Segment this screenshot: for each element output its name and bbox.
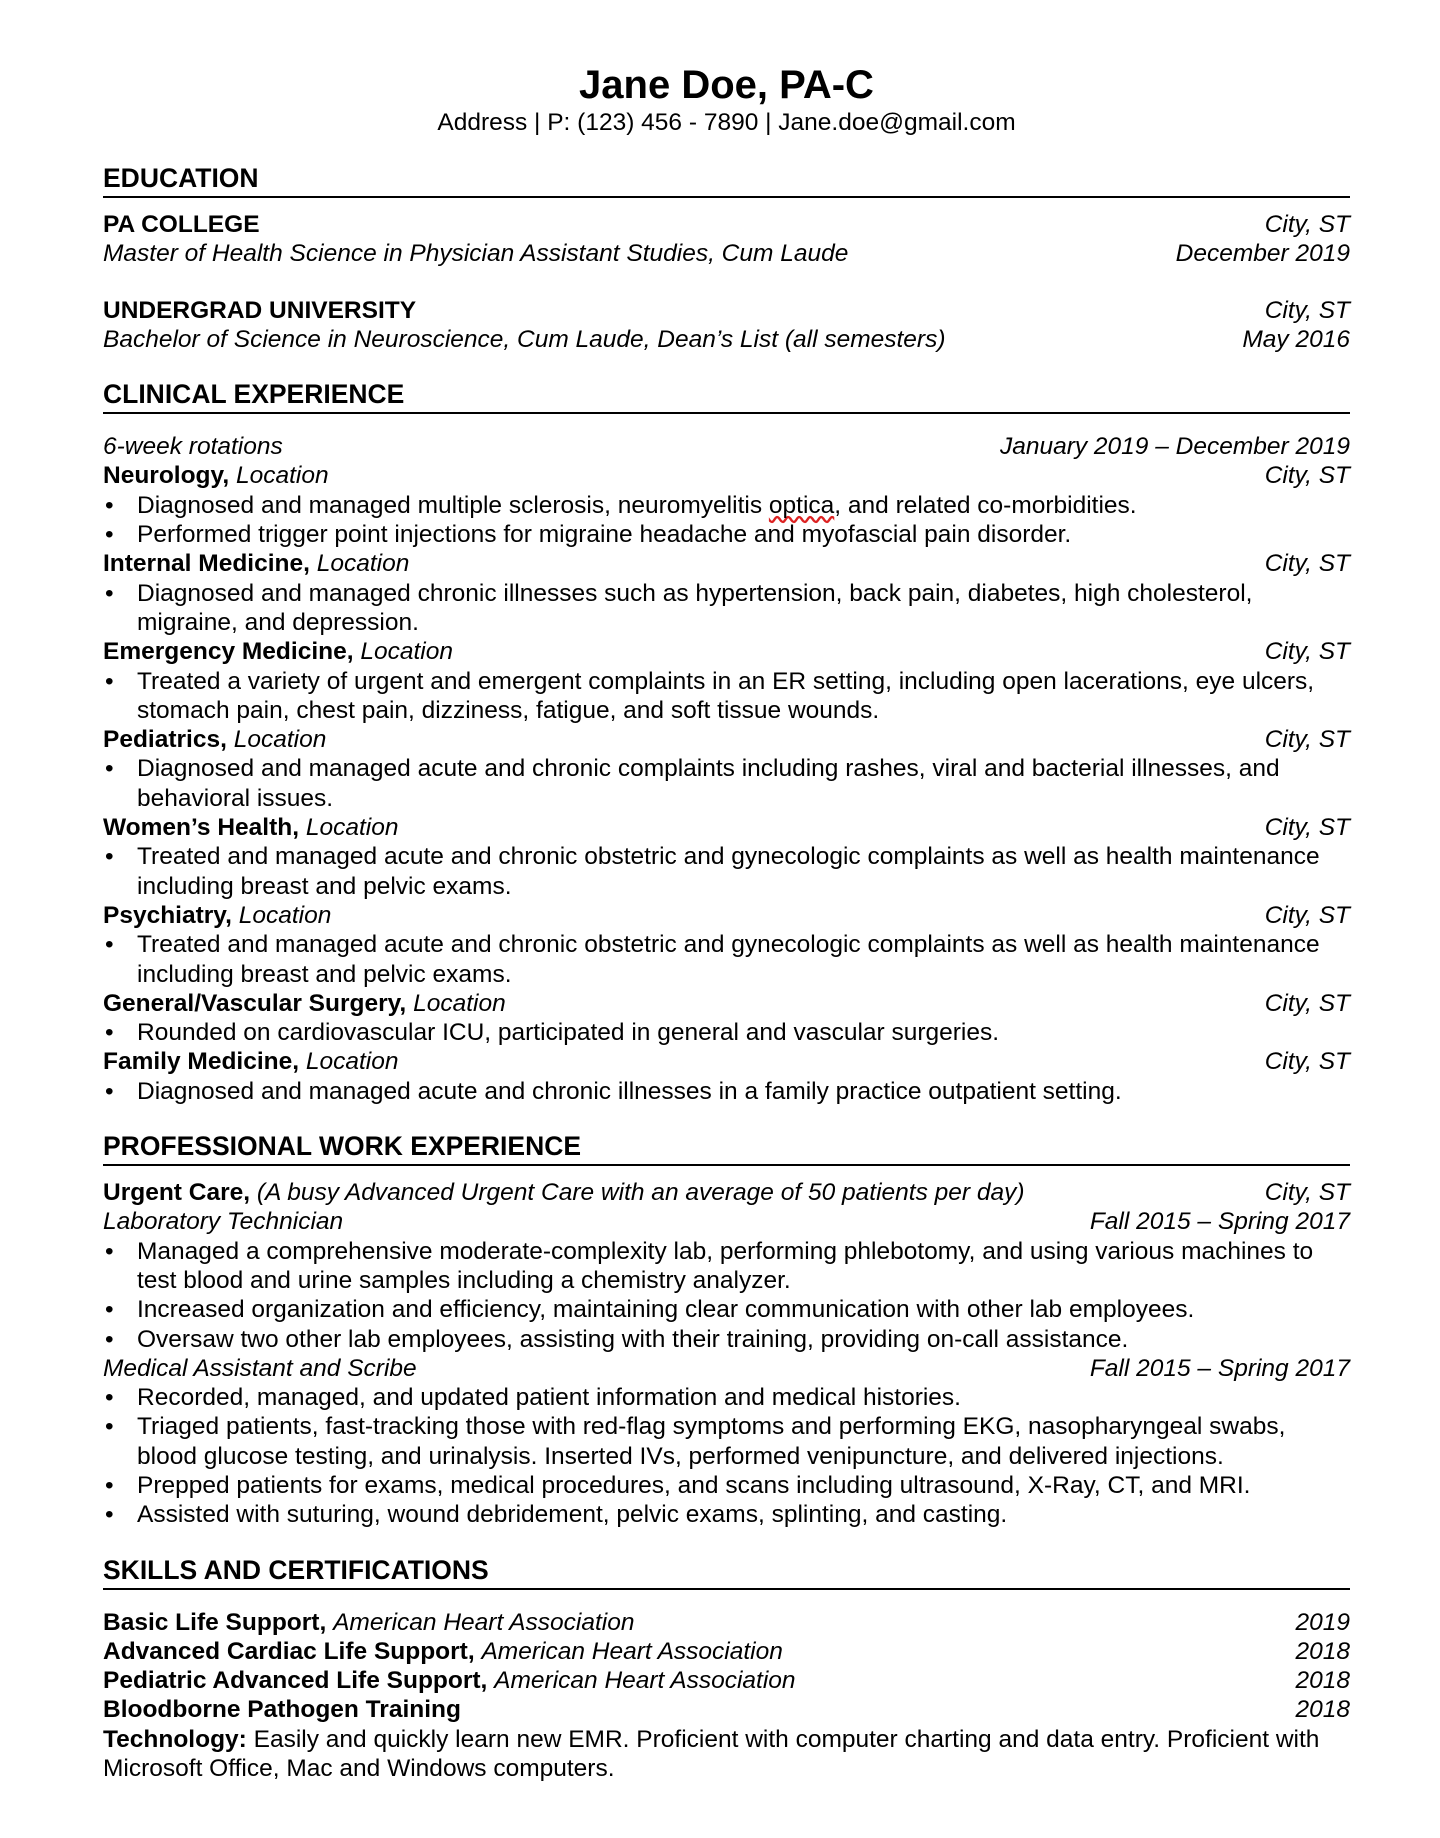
school-degree: Master of Health Science in Physician Assistant Studies, Cum Laude bbox=[103, 240, 849, 268]
cert-org: American Heart Association bbox=[333, 1608, 635, 1636]
rotation-name: Neurology, bbox=[103, 462, 230, 490]
education-section bbox=[103, 162, 1350, 354]
school-date: December 2019 bbox=[1175, 240, 1350, 268]
rotation-city: City, ST bbox=[1264, 726, 1350, 754]
rotation-bullet: • Diagnosed and managed acute and chronic illnesses in a family practice outpatient setting. bbox=[103, 1077, 1350, 1106]
school-degree: Bachelor of Science in Neuroscience, Cum Laude, Dean’s List (all semesters) bbox=[103, 325, 946, 353]
cert-name: Bloodborne Pathogen Training bbox=[103, 1696, 461, 1724]
rotation-intro: 6-week rotations bbox=[103, 433, 283, 461]
rotation-bullet: • Performed trigger point injections for migraine headache and myofascial pain disorder. bbox=[103, 520, 1350, 549]
job-title: Medical Assistant and Scribe bbox=[103, 1354, 417, 1382]
cert-year: 2018 bbox=[1295, 1696, 1350, 1724]
rotation-city: City, ST bbox=[1264, 462, 1350, 490]
employer-description: (A busy Advanced Urgent Care with an average of 50 patients per day) bbox=[256, 1179, 1025, 1207]
job-bullet: • Triaged patients, fast-tracking those with red-flag symptoms and performing EKG, nasopharyngeal swabs, blood glucose testing, and urinalysis. Inserted IVs, performed venipuncture, and delivered injections. bbox=[103, 1412, 1350, 1471]
rotation-name: Pediatrics, bbox=[103, 726, 227, 754]
rotation-location: Location bbox=[316, 550, 410, 578]
rotation-bullet: • Diagnosed and managed chronic illnesses such as hypertension, back pain, diabetes, high cholesterol, migraine, and depression. bbox=[103, 579, 1350, 638]
school-location: City, ST bbox=[1264, 211, 1350, 238]
skills-section bbox=[103, 1554, 1350, 1784]
rotation-location: Location bbox=[235, 462, 329, 490]
technology-text: Easily and quickly learn new EMR. Proficient with computer charting and data entry. Proficient with Microsoft Office, Mac and Windows computers. bbox=[103, 1725, 1320, 1783]
school-location: City, ST bbox=[1264, 296, 1350, 324]
cert-name: Basic Life Support, bbox=[103, 1608, 327, 1636]
resume-page bbox=[103, 62, 1350, 1783]
section-heading: SKILLS AND CERTIFICATIONS bbox=[103, 1554, 1350, 1590]
rotation-bullet: • Diagnosed and managed multiple sclerosis, neuromyelitis optica, and related co-morbidities. bbox=[103, 491, 1350, 520]
rotation-bullet: • Rounded on cardiovascular ICU, participated in general and vascular surgeries. bbox=[103, 1018, 1350, 1047]
work-section bbox=[103, 1130, 1350, 1530]
cert-org: American Heart Association bbox=[481, 1637, 783, 1665]
rotation-location: Location bbox=[413, 989, 506, 1017]
cert-year: 2018 bbox=[1295, 1667, 1350, 1695]
rotation-city: City, ST bbox=[1264, 1048, 1350, 1076]
rotation-location: Location bbox=[360, 638, 453, 666]
job-bullet: • Oversaw two other lab employees, assisting with their training, providing on-call assistance. bbox=[103, 1325, 1350, 1354]
job-title: Laboratory Technician bbox=[103, 1208, 344, 1236]
cert-year: 2019 bbox=[1295, 1608, 1350, 1636]
rotation-city: City, ST bbox=[1264, 901, 1350, 929]
cert-name: Advanced Cardiac Life Support, bbox=[103, 1637, 475, 1665]
section-heading: PROFESSIONAL WORK EXPERIENCE bbox=[103, 1130, 1350, 1166]
section-heading: EDUCATION bbox=[103, 162, 1350, 198]
rotation-name: Emergency Medicine, bbox=[103, 638, 354, 666]
rotation-name: Psychiatry, bbox=[103, 901, 232, 929]
job-date: Fall 2015 – Spring 2017 bbox=[1089, 1354, 1350, 1382]
rotation-name: Women’s Health, bbox=[103, 814, 300, 842]
rotation-city: City, ST bbox=[1264, 638, 1350, 666]
job-bullet: • Prepped patients for exams, medical procedures, and scans including ultrasound, X-Ray, CT, and MRI. bbox=[103, 1471, 1350, 1500]
rotation-bullet: • Treated and managed acute and chronic obstetric and gynecologic complaints as well as health maintenance including breast and pelvic exams. bbox=[103, 842, 1350, 901]
job-bullet: • Recorded, managed, and updated patient information and medical histories. bbox=[103, 1383, 1350, 1412]
rotation-name: Internal Medicine, bbox=[103, 550, 310, 578]
employer-name: Urgent Care, bbox=[103, 1179, 251, 1207]
rotation-city: City, ST bbox=[1264, 550, 1350, 578]
job-bullet: • Assisted with suturing, wound debridement, pelvic exams, splinting, and casting. bbox=[103, 1500, 1350, 1529]
contact-line: Address | P: (123) 456 - 7890 | Jane.doe@gmail.com bbox=[437, 109, 1016, 136]
rotation-location: Location bbox=[233, 726, 327, 754]
candidate-name: Jane Doe, PA-C bbox=[579, 63, 874, 107]
spellcheck-flagged-word: optica bbox=[768, 491, 835, 519]
rotation-bullet: • Treated and managed acute and chronic obstetric and gynecologic complaints as well as health maintenance including breast and pelvic exams. bbox=[103, 930, 1350, 989]
cert-org: American Heart Association bbox=[494, 1667, 796, 1695]
employer-city: City, ST bbox=[1264, 1179, 1350, 1207]
rotation-date-range: January 2019 – December 2019 bbox=[999, 433, 1350, 461]
section-heading: CLINICAL EXPERIENCE bbox=[103, 378, 1350, 414]
rotation-name: General/Vascular Surgery, bbox=[103, 989, 407, 1017]
rotation-location: Location bbox=[305, 814, 399, 842]
cert-year: 2018 bbox=[1295, 1637, 1350, 1665]
technology-label: Technology: bbox=[103, 1725, 247, 1753]
rotation-location: Location bbox=[238, 901, 332, 929]
school-name: UNDERGRAD UNIVERSITY bbox=[103, 296, 417, 324]
rotation-bullet: • Diagnosed and managed acute and chronic complaints including rashes, viral and bacterial illnesses, and behavioral issues. bbox=[103, 754, 1350, 813]
cert-name: Pediatric Advanced Life Support, bbox=[103, 1667, 488, 1695]
rotation-city: City, ST bbox=[1264, 989, 1350, 1017]
rotation-bullet: • Treated a variety of urgent and emergent complaints in an ER setting, including open lacerations, eye ulcers, stomach pain, chest pain, dizziness, fatigue, and soft tissue wounds. bbox=[103, 667, 1350, 726]
job-bullet: • Managed a comprehensive moderate-complexity lab, performing phlebotomy, and using various machines to test blood and urine samples including a chemistry analyzer. bbox=[103, 1237, 1350, 1296]
school-date: May 2016 bbox=[1242, 325, 1350, 353]
clinical-section bbox=[103, 378, 1350, 1106]
job-bullet: • Increased organization and efficiency, maintaining clear communication with other lab employees. bbox=[103, 1295, 1350, 1324]
rotation-location: Location bbox=[305, 1048, 399, 1076]
rotation-city: City, ST bbox=[1264, 814, 1350, 842]
school-name: PA COLLEGE bbox=[103, 211, 260, 238]
job-date: Fall 2015 – Spring 2017 bbox=[1089, 1208, 1350, 1236]
technology-line bbox=[103, 1725, 1350, 1784]
rotation-name: Family Medicine, bbox=[103, 1048, 300, 1076]
